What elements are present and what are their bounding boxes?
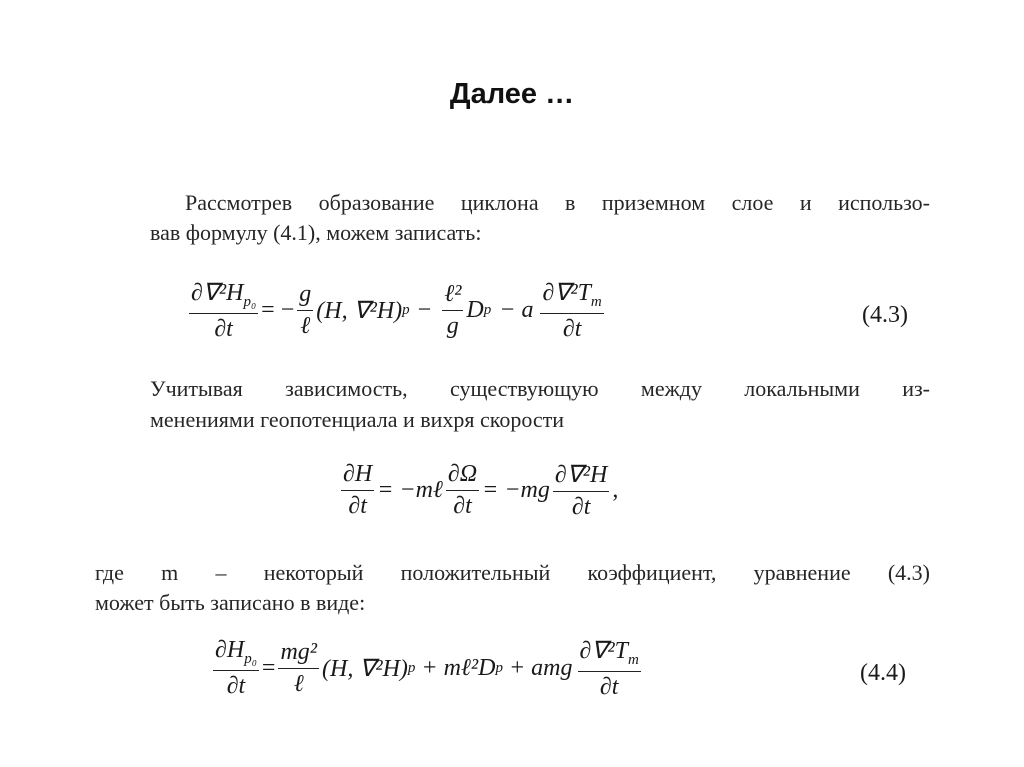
eq43-equals-minus: = − [261,296,295,323]
eqmid-equals-m-g: = −mg [482,477,550,503]
eq43-f3-numerator: ∂∇²T [542,280,591,306]
eq43-f1-numerator: g [297,281,313,311]
equation-4-4 [210,636,644,701]
eq44-jacobian-subscript: p [407,659,416,676]
eq44-lhs-fraction [213,637,259,700]
eq43-l2-over-g [442,281,463,340]
eq44-mg2-over-l [278,639,319,698]
para1-line1: Рассмотрев образование циклона в приземном слое и использо- [185,190,930,215]
para1-line2: вав формулу (4.1), можем записать: [150,220,482,245]
eq43-jacobian-subscript: p [402,301,410,318]
slide-title: Далее … [449,78,575,110]
eq43-lhs-denominator: ∂t [214,315,233,342]
eq44-f1-denominator: ℓ [293,670,304,697]
eqmid-comma: , [612,477,619,503]
equation-relation [338,460,618,521]
eq43-f3-subscript: m [590,293,602,310]
eq43-f1-denominator: ℓ [300,312,311,339]
eq44-lhs-denominator: ∂t [226,672,246,699]
eq43-d-subscript: p [483,301,492,318]
equation-label-4-3: (4.3) [862,302,908,328]
eq44-plus-amg: + amg [508,654,573,681]
eq44-f3-denominator: ∂t [599,673,619,700]
eqmid-dOmega-dt [446,461,479,520]
para2-line1: Учитывая зависимость, существующую между локальными из- [150,376,930,401]
eq44-temperature-fraction [578,636,641,701]
eqmid-f3-denominator: ∂t [571,494,591,520]
eq43-temperature-fraction [540,278,603,343]
eqmid-f2-denominator: ∂t [453,493,472,519]
eq43-minus-a: − a [499,296,534,323]
eqmid-dH-dt [341,461,374,520]
eq43-lhs-fraction [189,278,258,343]
eq43-f2-denominator: g [446,312,459,339]
eqmid-f3-numerator: ∂∇²H [553,460,609,492]
eq43-lhs-subscript: p₀ [243,293,257,310]
eq43-g-over-l [297,281,313,340]
eq44-equals: = [261,654,276,681]
eq44-jacobian: (H, ∇²H) [322,655,408,682]
eq43-f3-denominator: ∂t [562,315,582,342]
eqmid-equals-m-l: = −mℓ [377,477,443,503]
eq43-jacobian: (H, ∇²H) [316,297,403,324]
equation-label-4-4: (4.4) [860,660,906,686]
eq44-d-subscript: p [495,659,503,676]
eq44-f1-numerator: mg² [278,639,319,669]
eq43-lhs-numerator: ∂∇²H [191,280,244,306]
equation-4-3 [186,278,607,343]
eq44-f3-subscript: m [627,651,639,668]
eq43-d: D [466,296,484,323]
eqmid-f2-numerator: ∂Ω [446,461,479,491]
eq44-plus-m-l2-d: + mℓ²D [421,654,496,681]
eqmid-f1-numerator: ∂H [341,461,374,491]
para3-line2: может быть записано в виде: [95,590,366,615]
para2-line2: менениями геопотенциала и вихря скорости [150,407,565,432]
eq44-lhs-numerator: ∂H [215,637,245,663]
para3-line1: где m – некоторый положительный коэффициент, уравнение (4.3) [95,560,930,585]
eq44-f3-numerator: ∂∇²T [579,638,628,664]
eqmid-f1-denominator: ∂t [348,493,367,519]
eq43-minus: − [417,296,432,323]
eq43-f2-numerator: ℓ² [442,281,463,311]
eq44-lhs-subscript: p₀ [244,650,257,667]
eqmid-laplacian-fraction [553,460,609,521]
